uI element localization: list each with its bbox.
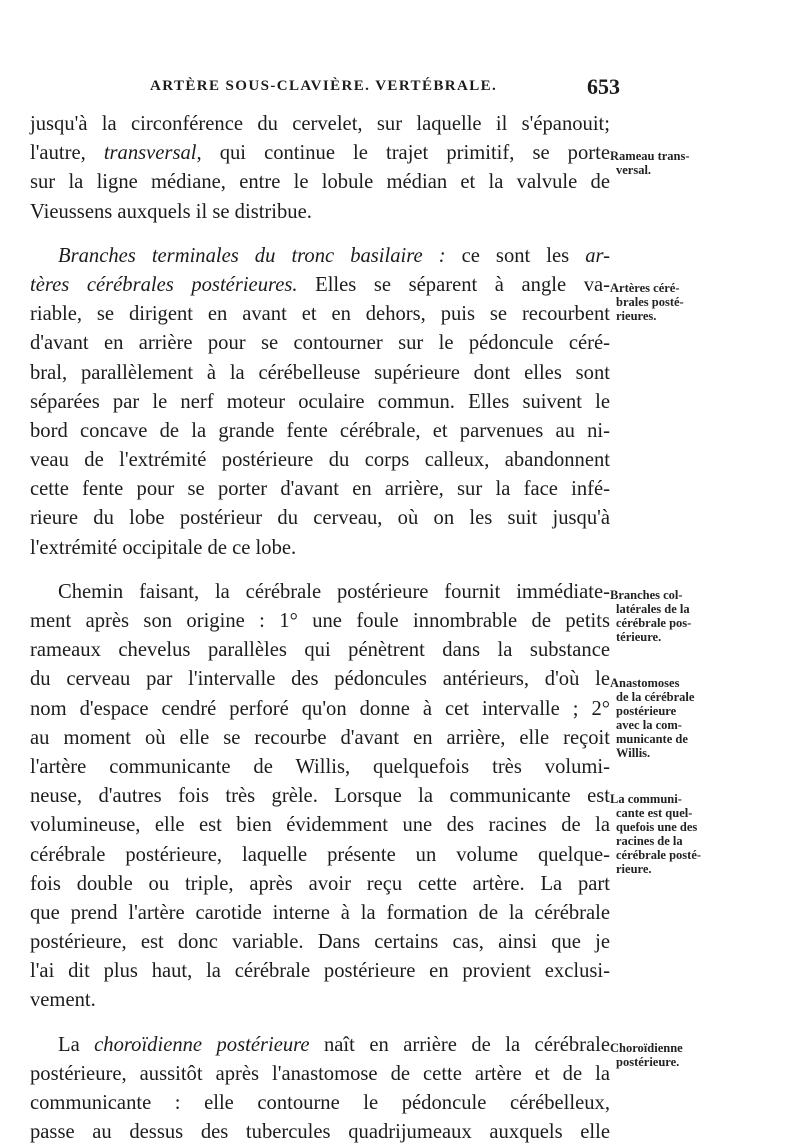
- text-line: fois double ou triple, après avoir reçu cette artère. La part: [30, 872, 610, 895]
- text-line: l'artère communicante de Willis, quelquefois très volumi-: [30, 755, 610, 778]
- text-line: que prend l'artère carotide interne à la formation de la cérébrale: [30, 901, 610, 924]
- text-line: communicante : elle contourne le pédoncule cérébelleux,: [30, 1092, 610, 1114]
- text-line: riable, se dirigent en avant et en dehors, puis se recourbent: [30, 303, 610, 326]
- text-line: bord concave de la grande fente cérébrale, et parvenues au ni-: [30, 419, 610, 442]
- text-line: postérieure, est donc variable. Dans certains cas, ainsi que je: [30, 931, 610, 954]
- page-header: [30, 74, 620, 106]
- text-line: du cerveau par l'intervalle des pédoncules antérieurs, d'où le: [30, 668, 610, 691]
- text-line: cérébrale postérieure, laquelle présente un volume quelque-: [30, 843, 610, 866]
- text-line: rameaux chevelus parallèles qui pénètrent dans la substance: [30, 639, 610, 662]
- text-line: jusqu'à la circonférence du cervelet, sur laquelle il s'épanouit;: [30, 113, 610, 135]
- text-line: rieure du lobe postérieur du cerveau, où on les suit jusqu'à: [30, 507, 610, 530]
- text-line: nom d'espace cendré perforé qu'on donne à cet intervalle ; 2°: [30, 697, 610, 720]
- margin-note: Artères céré- brales posté- rieures.: [610, 281, 684, 323]
- text-line: au moment où elle se recourbe d'avant en arrière, elle reçoit: [30, 726, 610, 749]
- text-line: l'autre, transversal, qui continue le trajet primitif, se porte: [30, 142, 610, 165]
- text-line: sur la ligne médiane, entre le lobule médian et la valvule de: [30, 171, 610, 194]
- text-line: La choroïdienne postérieure naît en arrière de la cérébrale: [58, 1033, 610, 1056]
- page-number: 653: [587, 74, 620, 99]
- text-line: l'extrémité occipitale de ce lobe.: [30, 536, 297, 559]
- text-line: d'avant en arrière pour se contourner sur le pédoncule céré-: [30, 332, 610, 355]
- text-line: veau de l'extrémité postérieure du corps calleux, abandonnent: [30, 449, 610, 472]
- text-line: vement.: [30, 989, 96, 1012]
- text-line: ment après son origine : 1° une foule innombrable de petits: [30, 610, 610, 632]
- text-line: Branches terminales du tronc basilaire : ce sont les ar-: [58, 244, 610, 267]
- text-line: postérieure, aussitôt après l'anastomose de cette artère et de la: [30, 1062, 610, 1085]
- text-line: cette fente pour se porter d'avant en arrière, sur la face infé-: [30, 478, 610, 501]
- margin-note: Choroïdienne postérieure.: [610, 1041, 683, 1069]
- text-line: bral, parallèlement à la cérébelleuse supérieure dont elles sont: [30, 361, 610, 384]
- body-text: [30, 110, 610, 1147]
- text-line: l'ai dit plus haut, la cérébrale postérieure en provient exclusi-: [30, 960, 610, 983]
- text-line: Chemin faisant, la cérébrale postérieure fournit immédiate-: [58, 580, 610, 603]
- text-line: séparées par le nerf moteur oculaire commun. Elles suivent le: [30, 390, 610, 413]
- text-line: neuse, d'autres fois très grèle. Lorsque la communicante est: [30, 785, 610, 808]
- text-line: passe au dessus des tubercules quadrijumeaux auxquels elle: [30, 1121, 610, 1144]
- margin-note: Branches col- latérales de la cérébrale pos- térieure.: [610, 588, 692, 644]
- margin-note: Anastomoses de la cérébrale postérieure avec la com- municante de Willis.: [610, 675, 695, 760]
- margin-note: La communi- cante est quel- quefois une des racines de la cérébrale posté- rieure.: [610, 792, 702, 877]
- text-line: Vieussens auxquels il se distribue.: [30, 200, 312, 223]
- text-line: tères cérébrales postérieures. Elles se séparent à angle va-: [30, 273, 610, 296]
- text-line: volumineuse, elle est bien évidemment une des racines de la: [30, 814, 610, 837]
- running-title: ARTÈRE SOUS-CLAVIÈRE. VERTÉBRALE.: [150, 78, 498, 94]
- margin-note: Rameau trans- versal.: [610, 149, 690, 178]
